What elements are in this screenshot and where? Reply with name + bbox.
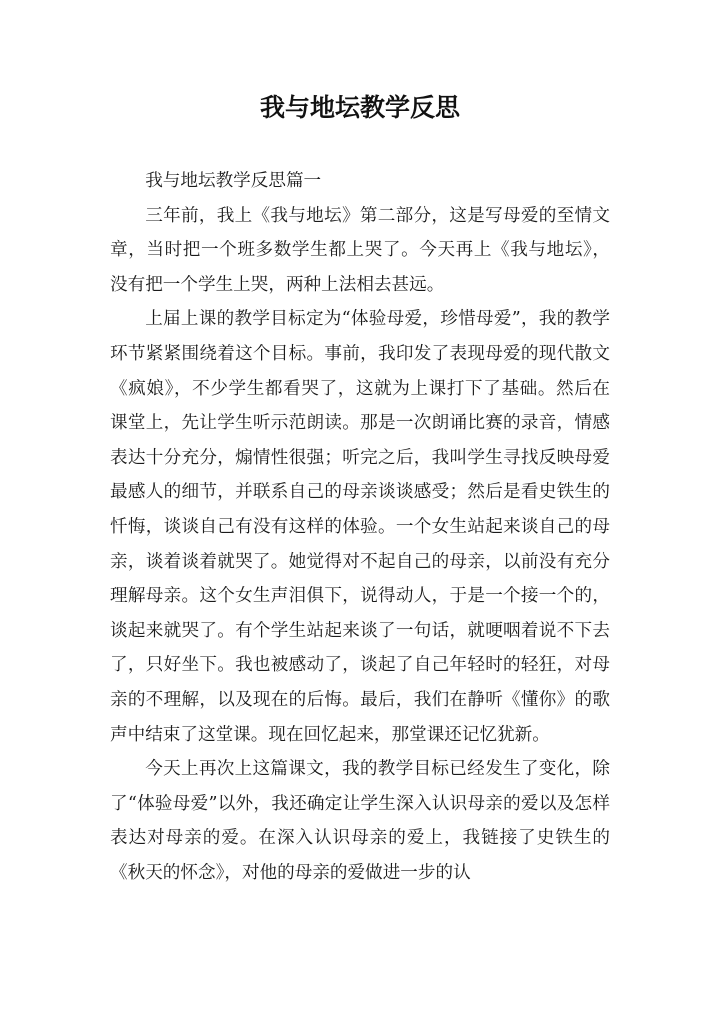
paragraph: 今天上再次上这篇课文，我的教学目标已经发生了变化，除了“体验母爱”以外，我还确定让学生深入认识母亲的爱以及怎样表达对母亲的爱。在深入认识母亲的爱上，我链接了史铁生的《秋天的怀念》，对他的母亲的爱做进一步的认	[110, 759, 610, 883]
paragraph: 三年前，我上《我与地坛》第二部分，这是写母爱的至情文章，当时把一个班多数学生都上哭了。今天再上《我与地坛》，没有把一个学生上哭，两种上法相去甚远。	[110, 205, 610, 295]
paragraph: 上届上课的教学目标定为“体验母爱，珍惜母爱”，我的教学环节紧紧围绕着这个目标。事前，我印发了表现母爱的现代散文《疯娘》，不少学生都看哭了，这就为上课打下了基础。然后在课堂上，先让学生听示范朗读。那是一次朗诵比赛的录音，情感表达十分充分，煽情性很强；听完之后，我叫学生寻找反映母爱最感人的细节，并联系自己的母亲谈谈感受；然后是看史铁生的忏悔，谈谈自己有没有这样的体验。一个女生站起来谈自己的母亲，谈着谈着就哭了。她觉得对不起自己的母亲，以前没有充分理解母亲。这个女生声泪俱下，说得动人，于是一个接一个的，谈起来就哭了。有个学生站起来谈了一句话，就哽咽着说不下去了，只好坐下。我也被感动了，谈起了自己年轻时的轻狂，对母亲的不理解，以及现在的后悔。最后，我们在静听《懂你》的歌声中结束了这堂课。现在回忆起来，那堂课还记忆犹新。	[110, 309, 610, 745]
page-title: 我与地坛教学反思	[259, 93, 460, 122]
section-heading: 我与地坛教学反思篇一	[145, 171, 322, 191]
document-body	[110, 164, 610, 890]
